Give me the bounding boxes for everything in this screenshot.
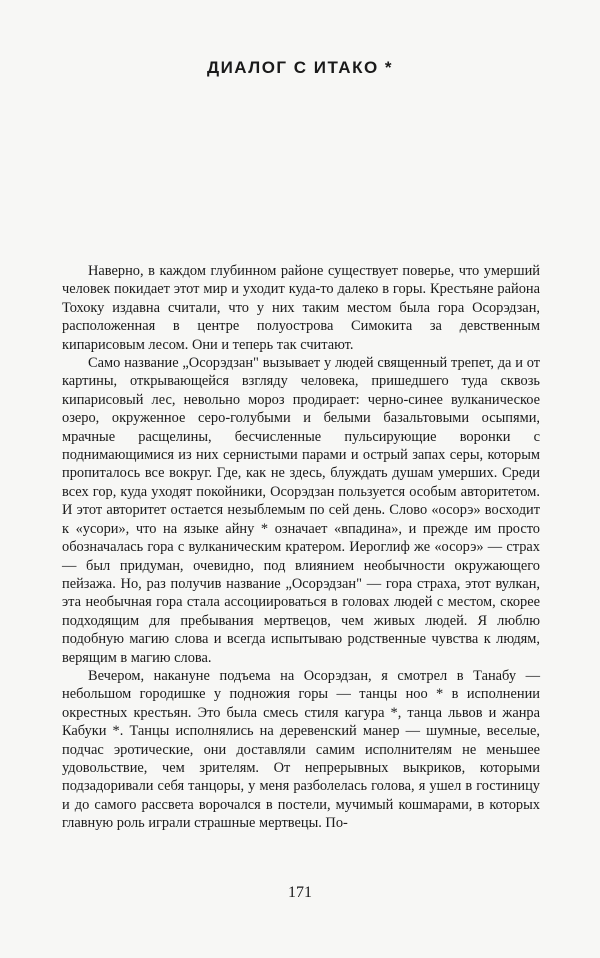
- paragraph-3: Вечером, накануне подъема на Осорэдзан, я смотрел в Танабу — небольшом городишке у подножия горы — танцы ноо * в исполнении окрестных крестьян. Это была смесь стиля кагура *, танца львов и жанра Кабуки *. Танцы исполнялись на деревенский манер — шумные, веселые, подчас эротические, они доставляли самим исполнителям не меньшее удовольствие, чем зрителям. От непрерывных выкриков, которыми подзадоривали себя танцоры, у меня разболелась голова, я ушел в гостиницу и до самого рассвета ворочался в постели, мучимый кошмарами, в которых главную роль играли страшные мертвецы. По-: [62, 667, 540, 832]
- paragraph-2: Само название „Осорэдзан" вызывает у людей священный трепет, да и от картины, открывающейся взгляду человека, пришедшего туда сквозь кипарисовый лес, невольно мороз продирает: черно-синее вулканическое озеро, окруженное серо-голубыми и белыми базальтовыми осыпями, мрачные расщелины, бесчисленные пульсирующие воронки с поднимающимися из них сернистыми парами и острый запах серы, которым пропиталось все вокруг. Где, как не здесь, блуждать душам умерших. Среди всех гор, куда уходят покойники, Осорэдзан пользуется особым авторитетом. И этот авторитет остается незыблемым по сей день. Слово «осорэ» восходит к «усори», что на языке айну * означает «впадина», и прежде им просто обозначалась гора с вулканическим кратером. Иероглиф же «осорэ» — страх — был придуман, очевидно, под влиянием необычности окружающего пейзажа. Но, раз получив название „Осорэдзан" — гора страха, этот вулкан, эта необычная гора стала ассоциироваться в головах людей с местом, скорее подходящим для пребывания мертвецов, чем живых людей. Я люблю подобную магию слова и всегда испытываю родственные чувства к людям, верящим в магию слова.: [62, 355, 540, 666]
- paragraph-1: Наверно, в каждом глубинном районе существует поверье, что умерший человек покидает этот мир и уходит куда-то далеко в горы. Крестьяне района Тохоку издавна считали, что у них таким местом была гора Осорэдзан, расположенная в центре полуострова Симокита за девственным кипарисовым лесом. Они и теперь так считают.: [62, 263, 540, 353]
- chapter-title: ДИАЛОГ С ИТАКО *: [206, 58, 394, 77]
- body-text: [62, 262, 540, 833]
- page-number: 171: [288, 884, 312, 901]
